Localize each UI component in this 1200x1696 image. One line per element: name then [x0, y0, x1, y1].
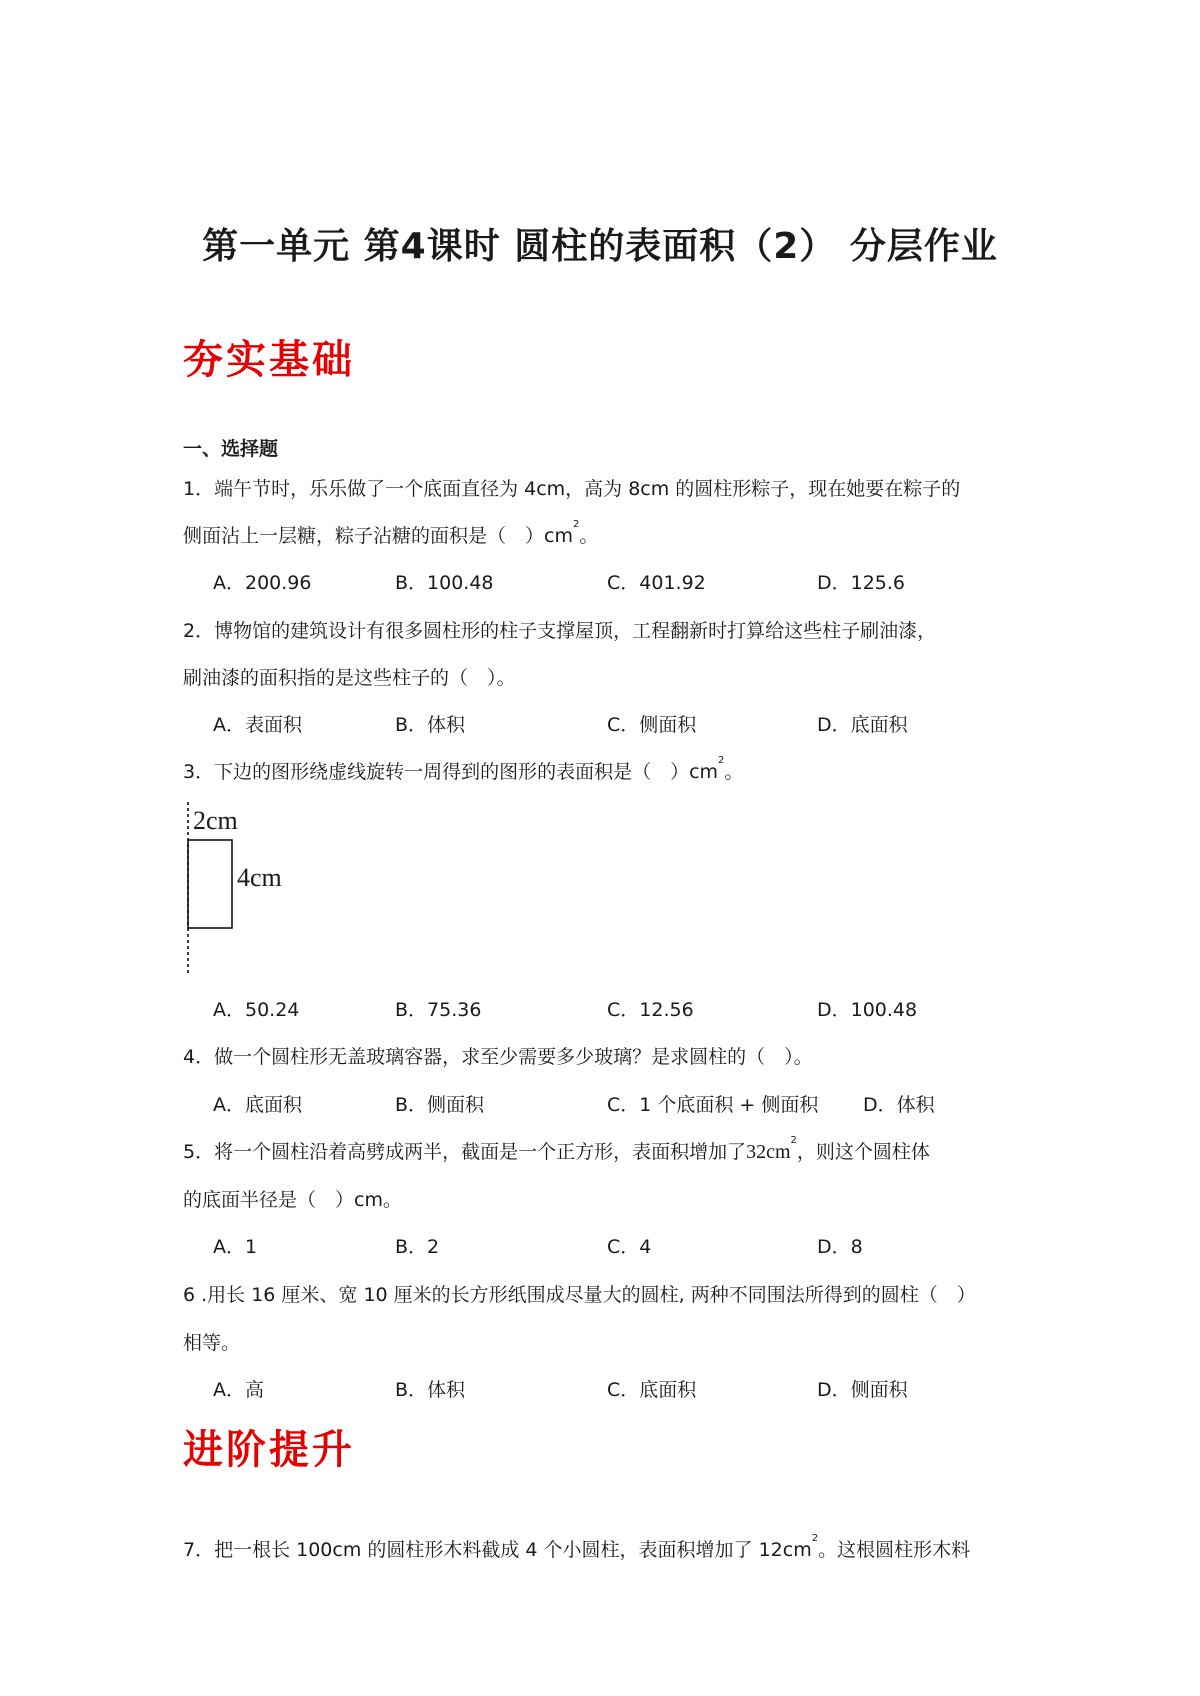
section-advanced: 进阶提升 [183, 1426, 355, 1473]
rectangle-shape [188, 840, 232, 928]
q6-line1: 6 .用长 16 厘米、宽 10 厘米的长方形纸围成尽量大的圆柱, 两种不同围法所得到的圆柱（ ） [183, 1284, 976, 1306]
figure-height-label: 4cm [237, 863, 282, 892]
q5-inline-sup: 2 [790, 1135, 797, 1146]
q1-line2-text: 侧面沾上一层糖，粽子沾糖的面积是（ ）cm [183, 525, 573, 547]
q3-line1-text: 3．下边的图形绕虚线旋转一周得到的图形的表面积是（ ）cm [183, 761, 719, 783]
q2-line1: 2．博物馆的建筑设计有很多圆柱形的柱子支撑屋顶，工程翻新时打算给这些柱子刷油漆， [183, 620, 937, 642]
q6-option-d[interactable]: D．侧面积 [817, 1379, 908, 1401]
rotation-figure [185, 800, 325, 976]
q3-unit-sup: 2 [718, 755, 725, 766]
q4-option-b[interactable]: B．侧面积 [395, 1094, 485, 1116]
q5-option-b[interactable]: B．2 [395, 1236, 440, 1258]
section-basic: 夯实基础 [183, 336, 355, 383]
figure-width-label: 2cm [193, 806, 238, 835]
q1-options [213, 568, 1113, 596]
part-heading: 一、选择题 [183, 438, 279, 460]
q3-tail: 。 [724, 761, 744, 783]
q1-line1: 1．端午节时，乐乐做了一个底面直径为 4cm，高为 8cm 的圆柱形粽子，现在她要在粽子的 [183, 478, 961, 500]
q3-option-b[interactable]: B．75.36 [395, 999, 482, 1021]
q6-line2: 相等。 [183, 1332, 241, 1354]
q6-options [213, 1375, 1113, 1403]
q1-option-d[interactable]: D．125.6 [817, 572, 906, 594]
q1-line2 [183, 521, 598, 548]
q2-option-d[interactable]: D．底面积 [817, 714, 908, 736]
q1-unit-sup: 2 [572, 519, 580, 530]
q7-line1-text: 7．把一根长 100cm 的圆柱形木料截成 4 个小圆柱，表面积增加了 12cm [183, 1539, 812, 1561]
q7-tail: 。这根圆柱形木料 [818, 1539, 971, 1561]
q5-line1-text: 5．将一个圆柱沿着高劈成两半，截面是一个正方形，表面积增加了 [183, 1141, 747, 1163]
q4-option-d[interactable]: D．体积 [863, 1094, 935, 1116]
q4-option-a[interactable]: A．底面积 [213, 1094, 302, 1116]
q5-inline-value: 32cm [746, 1141, 791, 1163]
q2-line2: 刷油漆的面积指的是这些柱子的（ ）。 [183, 667, 516, 689]
q5-option-c[interactable]: C．4 [607, 1236, 652, 1258]
q5-line1 [183, 1137, 930, 1164]
q2-option-b[interactable]: B．体积 [395, 714, 466, 736]
q5-option-a[interactable]: A．1 [213, 1236, 258, 1258]
q1-tail: 。 [579, 525, 599, 547]
q5-options [213, 1232, 1113, 1260]
q4-options [213, 1090, 1113, 1118]
q1-option-c[interactable]: C．401.92 [607, 572, 706, 594]
q3-option-c[interactable]: C．12.56 [607, 999, 694, 1021]
q2-options [213, 710, 1113, 738]
q4-option-c[interactable]: C．1 个底面积 + 侧面积 [607, 1094, 819, 1116]
q3-option-d[interactable]: D．100.48 [817, 999, 918, 1021]
q3-line1 [183, 757, 743, 784]
q1-option-b[interactable]: B．100.48 [395, 572, 494, 594]
q3-options [213, 995, 1113, 1023]
q7-line1 [183, 1535, 970, 1562]
page-title: 第一单元 第4课时 圆柱的表面积（2） 分层作业 [202, 226, 998, 267]
q5-line2: 的底面半径是（ ）cm。 [183, 1189, 402, 1211]
q2-option-a[interactable]: A．表面积 [213, 714, 302, 736]
q3-option-a[interactable]: A．50.24 [213, 999, 300, 1021]
q5-option-d[interactable]: D．8 [817, 1236, 863, 1258]
q2-option-c[interactable]: C．侧面积 [607, 714, 697, 736]
q6-option-a[interactable]: A．高 [213, 1379, 264, 1401]
q4-line1: 4．做一个圆柱形无盖玻璃容器，求至少需要多少玻璃？是求圆柱的（ ）。 [183, 1046, 813, 1068]
q5-line1-tail: ，则这个圆柱体 [796, 1141, 930, 1163]
q6-option-b[interactable]: B．体积 [395, 1379, 466, 1401]
q6-option-c[interactable]: C．底面积 [607, 1379, 697, 1401]
q1-option-a[interactable]: A．200.96 [213, 572, 312, 594]
q7-unit-sup: 2 [811, 1533, 819, 1544]
